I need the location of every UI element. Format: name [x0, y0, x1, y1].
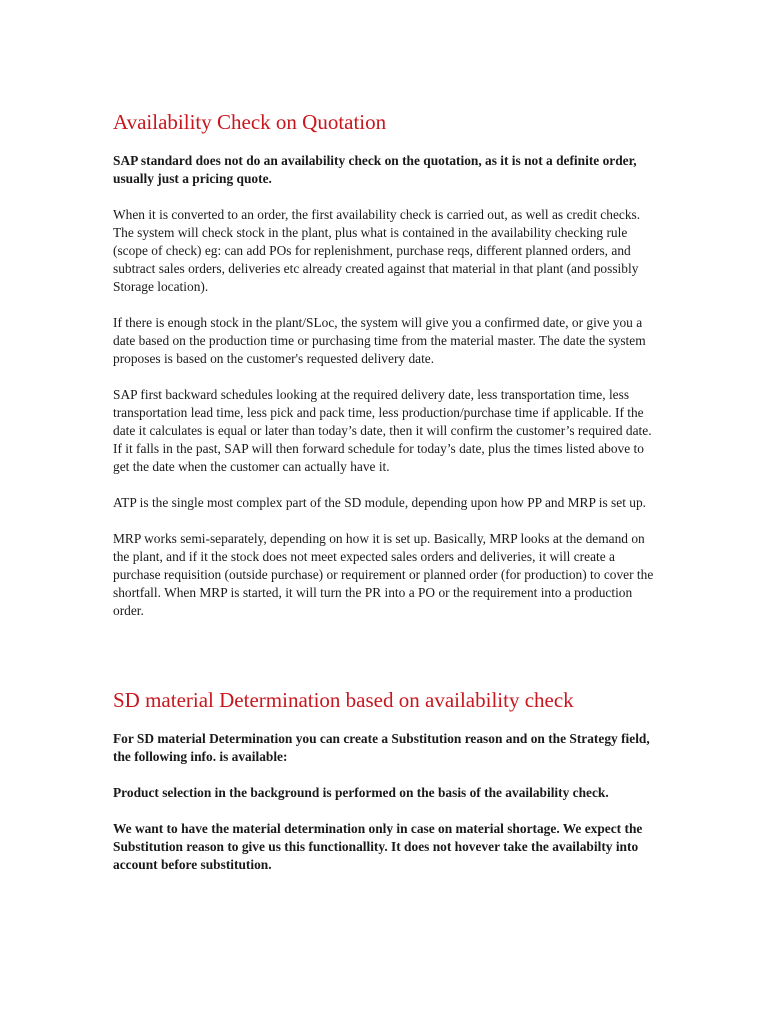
- paragraph-backward-schedule: SAP first backward schedules looking at the required delivery date, less transportation time, less transportation lead time, less pick and pack time, less production/purchase time if applicable. If the date it calculates is equal or later than today’s date, then it will confirm the customer’s required date. If it falls in the past, SAP will then forward schedule for today’s date, plus the times listed above to get the date when the customer can actually have it.: [113, 387, 652, 474]
- section-title-material-determination: SD material Determination based on availability check: [113, 688, 574, 712]
- paragraph-enough-stock: If there is enough stock in the plant/SLoc, the system will give you a confirmed date, or give you a date based on the production time or purchasing time from the material master. The date the system proposes is based on the customer's requested delivery date.: [113, 315, 646, 366]
- section-title-availability-check: Availability Check on Quotation: [113, 110, 387, 134]
- paragraph-order-conversion: When it is converted to an order, the first availability check is carried out, as well as credit checks. The system will check stock in the plant, plus what is contained in the availability checking rule (scope of check) eg: can add POs for replenishment, purchase reqs, different planned orders, and subtract sales orders, deliveries etc already created against that material in that plant (and possibly Storage location).: [113, 207, 641, 294]
- paragraph-atp: ATP is the single most complex part of the SD module, depending upon how PP and MRP is set up.: [113, 495, 646, 510]
- paragraph-product-selection: Product selection in the background is performed on the basis of the availability check.: [113, 785, 609, 800]
- paragraph-substitution-reason: For SD material Determination you can create a Substitution reason and on the Strategy field, the following info. is available:: [113, 731, 650, 764]
- paragraph-mrp: MRP works semi-separately, depending on how it is set up. Basically, MRP looks at the demand on the plant, and if it the stock does not meet expected sales orders and deliveries, it will create a purchase requisition (outside purchase) or requirement or planned order (for production) to cover the shortfall. When MRP is started, it will turn the PR into a PO or the requirement into a production order.: [113, 531, 654, 618]
- document-page: [113, 108, 658, 892]
- paragraph-material-shortage: We want to have the material determination only in case on material shortage. We expect the Substitution reason to give us this functionallity. It does not hovever take the availabilty into account before substitution.: [113, 821, 643, 872]
- paragraph-intro: SAP standard does not do an availability check on the quotation, as it is not a definite order, usually just a pricing quote.: [113, 153, 637, 186]
